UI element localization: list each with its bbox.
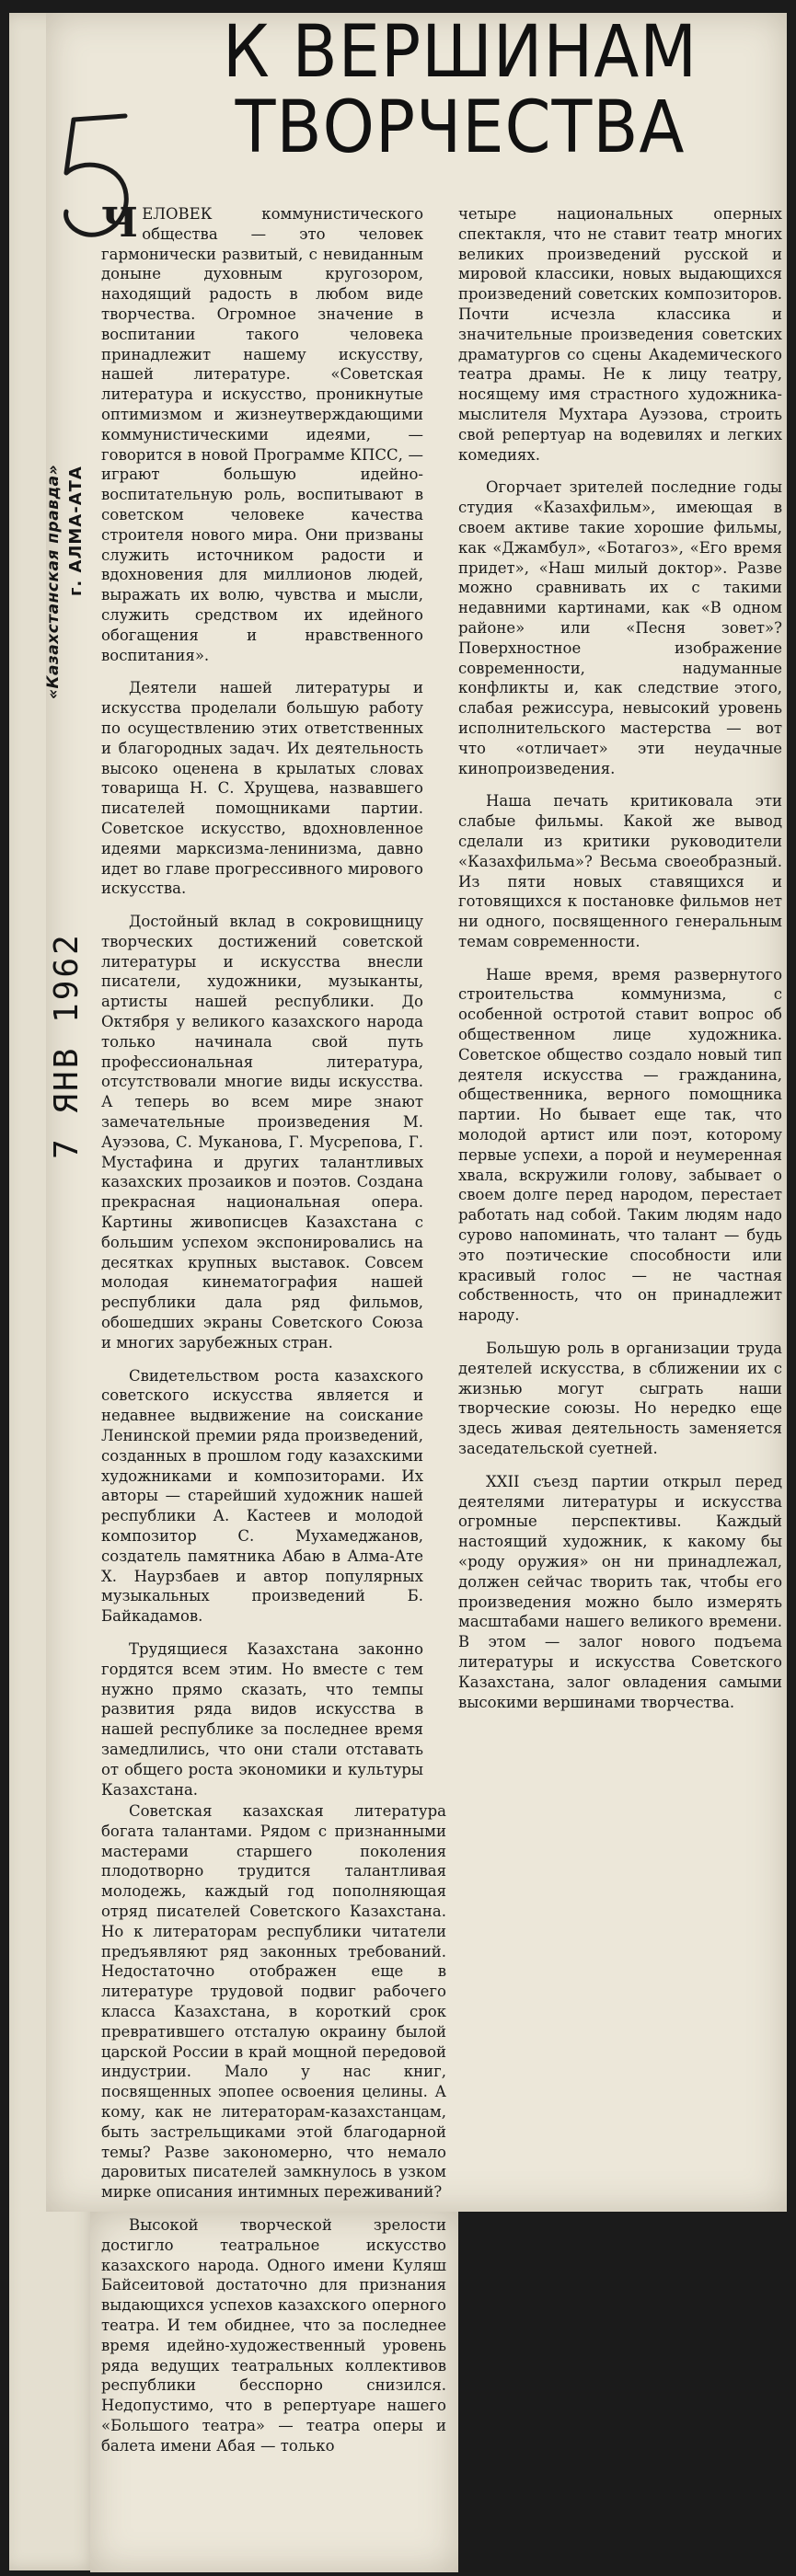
article-paragraph: Наше время, время развернутого строительства коммунизма, с особенной остротой ставит вопрос об общественном лице художника. Советское общество создало новый тип деятеля искусства — гражданина, общественника, верного помощника партии. Но бывает еще так, что молодой артист или поэт, которому первые успехи, а порой и неумеренная хвала, вскружили голову, забывает о своем долге перед народом, перестает работать над собой. Таким людям надо сурово напоминать, что талант — будь это поэтические способности или красивый голос — не частная собственность, что он принадлежит народу. (458, 965, 782, 1325)
article-paragraph: Деятели нашей литературы и искусства проделали большую работу по осуществлению этих ответственных и благородных задач. Их деятельность высоко оценена в крылатых словах товарища Н. С. Хрущева, назвавшего писателей помощниками партии. Советское искусство, вдохновленное идеями марксизма-ленинизма, давно идет во главе прогрессивного мирового искусства. (101, 679, 423, 898)
article-paragraph: четыре национальных оперных спектакля, что не ставит театр многих великих произведений русской и мировой классики, новых выдающихся произведений советских композиторов. Почти исчезла классика и значительные произведения советских драматургов со сцены Академического театра драмы. Не к лицу театру, носящему имя страстного художника-мыслителя Мухтара Ауэзова, строить свой репертуар на водевилях и легких комедиях. (458, 205, 782, 464)
article-column-right (458, 204, 782, 1725)
stamp-city: г. АЛМА-АТА (66, 466, 86, 596)
article-column-continuation (101, 1801, 446, 2469)
stamp-newspaper: «Казахстанская правда» (44, 464, 63, 699)
article-paragraph: Большую роль в организации труда деятелей искусства, в сближении их с жизнью могут сыграть наши творческие союзы. Но нередко еще здесь живая деятельность заменяется заседательской суетней. (458, 1340, 782, 1458)
article-paragraph: Наша печать критиковала эти слабые фильмы. Какой же вывод сделали из критики руководители «Казахфильма»? Весьма своеобразный. Из пяти новых ставящихся и готовящихся к постановке фильмов нет ни одного, посвященного генеральным темам современности. (458, 792, 782, 950)
article-paragraph: Трудящиеся Казахстана законно гордятся всем этим. Но вместе с тем нужно прямо сказать, что темпы развития ряда видов искусства в нашей республике за последнее время замедлились, что они стали отставать от общего роста экономики и культуры Казахстана. (101, 1639, 423, 1799)
article-paragraph: Достойный вклад в сокровищницу творческих достижений советской литературы и искусства внесли писатели, художники, музыканты, артисты нашей республики. До Октября у великого казахского народа только начинала свой путь профессиональная литература, отсутствовали многие виды искусства. А теперь во всем мире знают замечательные произведения М. Ауэзова, С. Муканова, Г. Мусрепова, Г. Мустафина и других талантливых казахских прозаиков и поэтов. Создана прекрасная национальная опера. Картины живописцев Казахстана с большим успехом экспонировались на десятках крупных выставок. Совсем молодая кинематография нашей республики дала ряд фильмов, обошедших экраны Советского Союза и многих зарубежных стран. (101, 913, 423, 1351)
article-paragraph: Свидетельством роста казахского советского искусства является и недавнее выдвижение на соискание Ленинской премии ряда произведений, созданных в прошлом году казахскими художниками и композиторами. Их авторы — старейший художник нашей республики А. Кастеев и молодой композитор С. Мухамеджанов, создатель памятника Абаю в Алма-Ате Х. Наурзбаев и автор популярных музыкальных произведений Б. Байкадамов. (101, 1366, 423, 1626)
article-paragraph: ЧЕЛОВЕК коммунистического общества — это человек гармонически развитый, с невиданным доныне духовным кругозором, находящий радость в любом виде творчества. Огромное значение в воспитании такого человека принадлежит нашему искусству, нашей литературе. «Советская литература и искусство, проникнутые оптимизмом и жизнеутверждающими коммунистическими идеями, — говорится в новой Программе КПСС, — играют большую идейно-воспитательную роль, воспитывают в советском человеке качества строителя нового мира. Они призваны служить источником радости и вдохновения для миллионов людей, выражать их волю, чувства и мысли, служить средством их идейного обогащения и нравственного воспитания». (101, 200, 423, 664)
headline-line-2: ТВОРЧЕСТВА (235, 86, 686, 169)
dropcap: Ч (101, 200, 139, 247)
headline-line-1: К ВЕРШИНАМ (222, 11, 698, 94)
article-paragraph: Советская казахская литература богата талантами. Рядом с признанными мастерами старшего поколения плодотворно трудится талантливая молодежь, каждый год пополняющая отряд писателей Советского Казахстана. Но к литераторам республики читатели предъявляют ряд законных требований. Недостаточно отображен еще в литературе трудовой подвиг рабочего класса Казахстана, в короткий срок превратившего отсталую окраину былой царской России в край мощной передовой индустрии. Мало у нас книг, посвященных эпопее освоения целины. А кому, как не литераторам-казахстанцам, быть застрельщиками этой благодарной темы? Разве закономерно, что немало даровитых писателей замкнулось в узком мирке описания интимных переживаний? (101, 1802, 446, 2202)
article-paragraph: XXII съезд партии открыл перед деятелями литературы и искусства огромные перспективы. Каждый настоящий художник, к какому бы «роду оружия» он ни принадлежал, должен сейчас творить так, чтобы его произведения можно было измерять масштабами нашего великого времени. В этом — залог нового подъема литературы и искусства Советского Казахстана, залог овладения самыми высокими вершинами творчества. (458, 1472, 782, 1711)
stamp-date: 7 ЯНВ 1962 (48, 932, 86, 1159)
article-column-left (101, 200, 423, 1812)
article-paragraph: Высокой творческой зрелости достигло театральное искусство казахского народа. Одного имени Куляш Байсеитовой достаточно для признания выдающихся успехов казахского оперного театра. И тем обиднее, что за последнее время идейно-художественный уровень ряда ведущих театральных коллективов республики бесспорно снизился. Недопустимо, что в репертуаре нашего «Большого театра» — театра оперы и балета имени Абая — только (101, 2215, 446, 2455)
article-paragraph: Огорчает зрителей последние годы студия «Казахфильм», имеющая в своем активе такие хорошие фильмы, как «Джамбул», «Ботагоз», «Его время придет», «Наш милый доктор». Разве можно сравнивать их с такими недавними картинами, как «В одном районе» или «Песня зовет»? Поверхностное изображение современности, надуманные конфликты и, как следствие этого, слабая режиссура, невысокий уровень исполнительского мастерства — вот что «отличает» эти неудачные кинопроизведения. (458, 478, 782, 777)
headline (164, 11, 756, 169)
